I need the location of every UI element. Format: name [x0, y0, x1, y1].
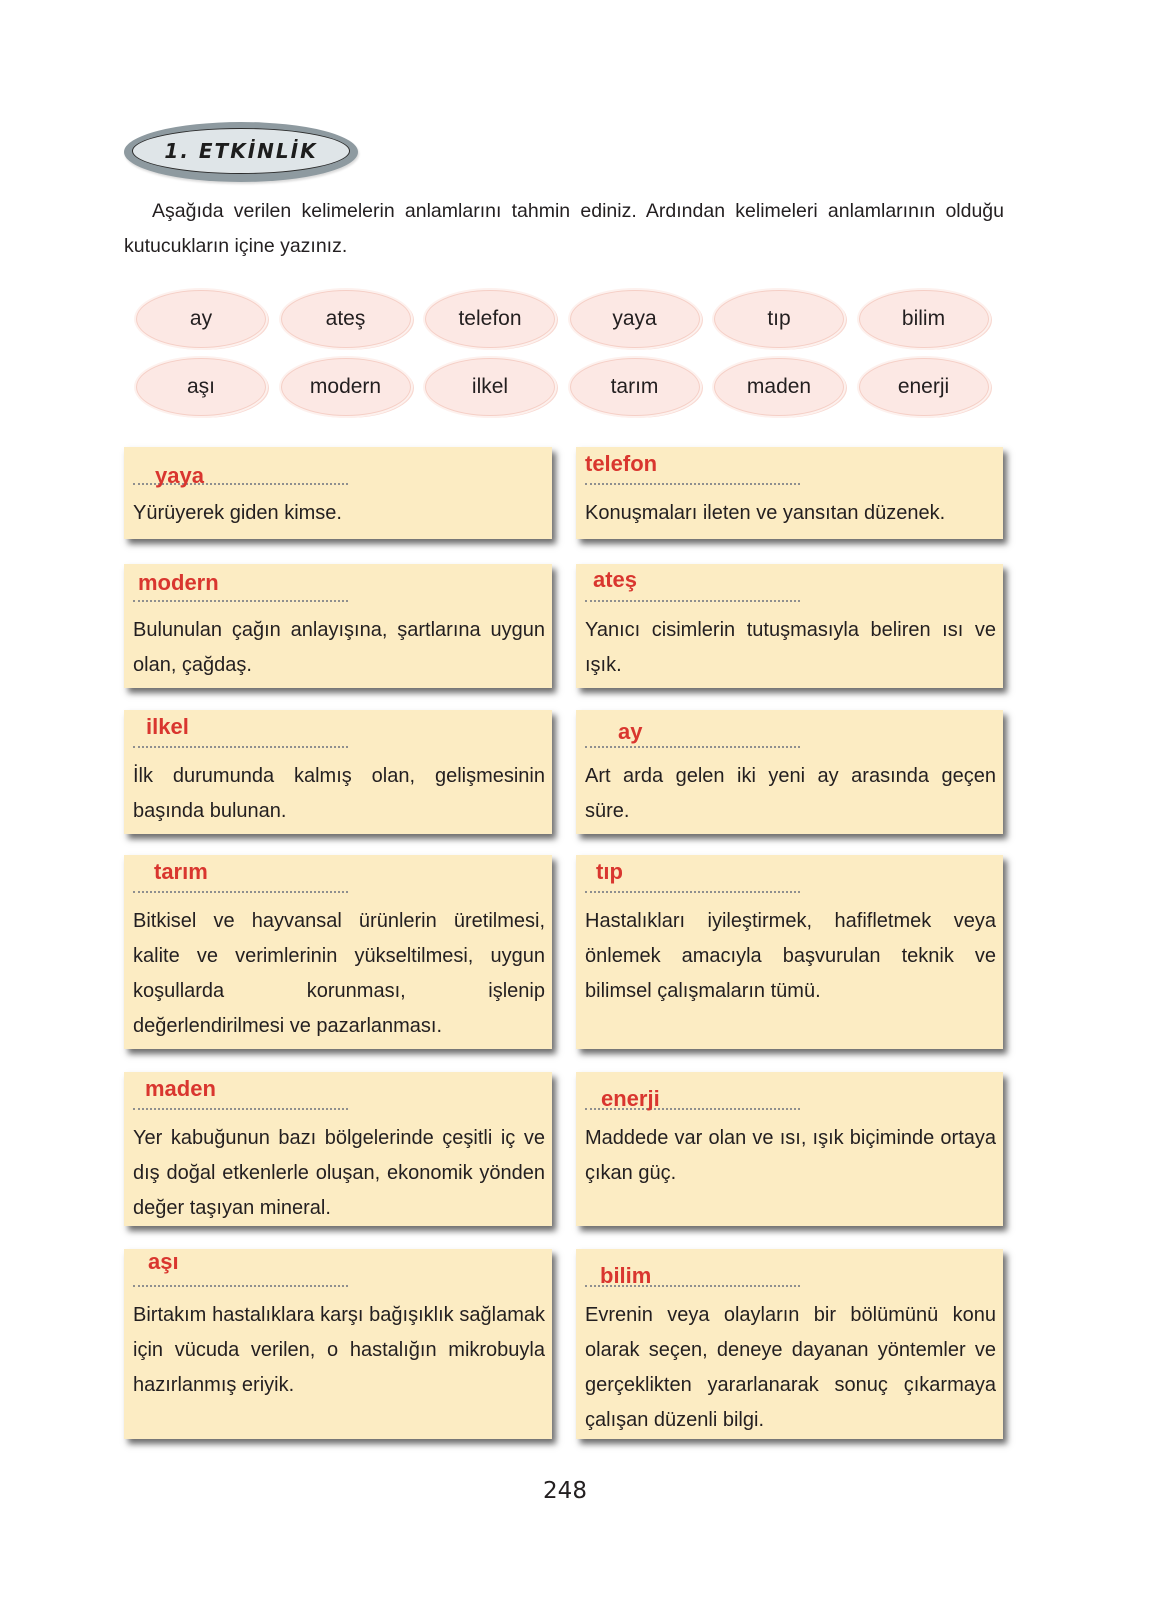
activity-badge-inner: [132, 128, 350, 174]
word-chip: ilkel: [425, 358, 555, 416]
definition-text: Konuşmaları ileten ve yansıtan düzenek.: [585, 502, 946, 524]
word-chip: tarım: [570, 358, 700, 416]
word-chip: telefon: [425, 290, 555, 348]
answer-text: tıp: [596, 859, 623, 884]
answer-text: bilim: [600, 1263, 652, 1288]
answer-blank[interactable]: [133, 1251, 348, 1287]
definition-text: İlk durumunda kalmış olan, gelişmesinin başında bulunan.: [133, 765, 545, 822]
page-number: 248: [543, 1478, 587, 1504]
answer-text: tarım: [154, 859, 208, 884]
word-chip: maden: [714, 358, 844, 416]
answer-blank[interactable]: [133, 857, 348, 893]
definition-text: Maddede var olan ve ısı, ışık biçiminde ortaya çıkan güç.: [585, 1127, 996, 1184]
answer-blank[interactable]: [133, 712, 348, 748]
word-bank: [136, 290, 996, 416]
instruction-text: Aşağıda verilen kelimelerin anlamlarını tahmin ediniz. Ardından kelimeleri anlamlarının olduğu kutucukların içine yazınız.: [124, 200, 1004, 257]
answer-blank[interactable]: [585, 1074, 800, 1110]
definition-card: [576, 710, 1003, 834]
word-chip: tıp: [714, 290, 844, 348]
definition-text: Art arda gelen iki yeni ay arasında geçen süre.: [585, 765, 996, 822]
answer-text: aşı: [148, 1249, 179, 1274]
answer-text: modern: [138, 570, 219, 595]
answer-blank[interactable]: [585, 857, 800, 893]
answer-blank[interactable]: [133, 1074, 348, 1110]
answer-text: ilkel: [146, 714, 189, 739]
answer-text: ay: [618, 719, 643, 744]
word-chip: enerji: [859, 358, 989, 416]
answer-blank[interactable]: [585, 449, 800, 485]
answer-text: telefon: [585, 451, 658, 476]
activity-badge: [124, 122, 358, 182]
answer-text: ateş: [593, 567, 638, 592]
definition-card: [124, 1072, 552, 1226]
answer-blank[interactable]: [133, 566, 348, 602]
answer-blank[interactable]: [585, 712, 800, 748]
definition-text: Hastalıkları iyileştirmek, hafifletmek veya önlemek amacıyla başvurulan teknik ve bilimsel çalışmaların tümü.: [585, 910, 996, 1002]
definition-card: [124, 1249, 552, 1439]
definition-card: [124, 447, 552, 539]
definition-card: [124, 564, 552, 688]
definition-text: Yer kabuğunun bazı bölgelerinde çeşitli iç ve dış doğal etkenlerle oluşan, ekonomik yönden değer taşıyan mineral.: [133, 1127, 545, 1219]
answer-text: maden: [145, 1076, 216, 1101]
definition-text: Bitkisel ve hayvansal ürünlerin üretilmesi, kalite ve verimlerinin yükseltilmesi, uygun koşullarda korunması, işlenip değerlendirilmesi ve pazarlanması.: [133, 910, 545, 1037]
answer-blank[interactable]: [585, 566, 800, 602]
word-chip: ay: [136, 290, 266, 348]
definition-text: Evrenin veya olayların bir bölümünü konu olarak seçen, deneye dayanan yöntemler ve gerçeklikten yararlanarak sonuç çıkarmaya çalışan düzenli bilgi.: [585, 1304, 996, 1431]
answer-blank[interactable]: [133, 449, 348, 488]
definition-card: [576, 1249, 1003, 1439]
definition-text: Birtakım hastalıklara karşı bağışıklık sağlamak için vücuda verilen, o hastalığın mikrobuyla hazırlanmış eriyik.: [133, 1304, 545, 1396]
word-chip: modern: [281, 358, 411, 416]
definition-card: [124, 710, 552, 834]
word-chip: yaya: [570, 290, 700, 348]
word-chip: aşı: [136, 358, 266, 416]
definition-card: [576, 564, 1003, 688]
activity-title: 1. ETKİNLİK: [164, 139, 318, 163]
definition-text: Yanıcı cisimlerin tutuşmasıyla beliren ısı ve ışık.: [585, 619, 996, 676]
definition-text: Bulunulan çağın anlayışına, şartlarına uygun olan, çağdaş.: [133, 619, 545, 676]
definition-card: [124, 855, 552, 1049]
word-chip: bilim: [859, 290, 989, 348]
answer-text: yaya: [155, 463, 204, 488]
word-chip: ateş: [281, 290, 411, 348]
definition-card: [576, 855, 1003, 1049]
definition-text: Yürüyerek giden kimse.: [133, 502, 342, 524]
answer-blank[interactable]: [585, 1251, 800, 1287]
definition-card: [576, 447, 1003, 539]
answer-text: enerji: [601, 1086, 660, 1111]
definition-card: [576, 1072, 1003, 1226]
